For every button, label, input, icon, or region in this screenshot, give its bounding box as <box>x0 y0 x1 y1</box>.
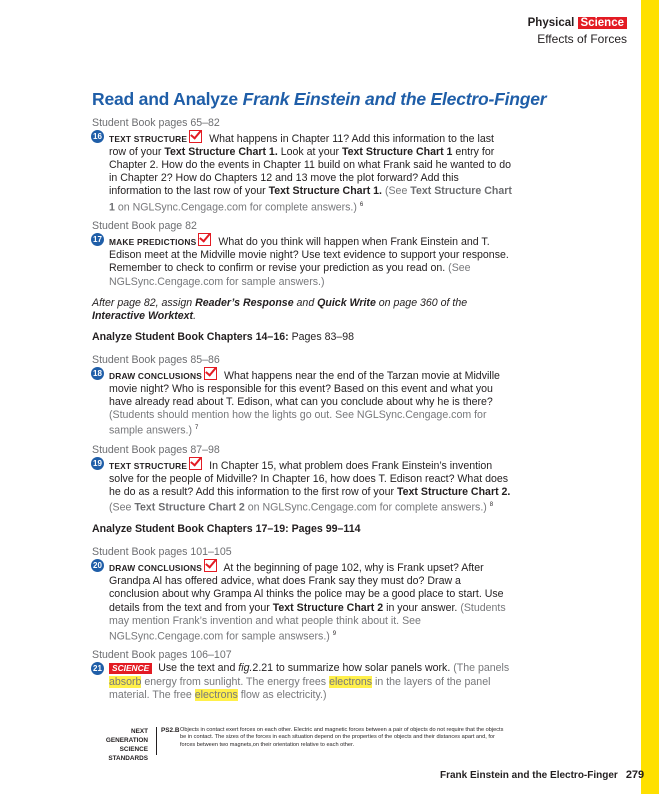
question-text: What happens in Chapter 11? Add this information to the last row of your <box>109 133 494 159</box>
yellow-edge-bar <box>641 0 659 794</box>
footnote: 6 <box>359 201 364 208</box>
note-bold: Quick Write <box>317 296 376 309</box>
skill-label: DRAW CONCLUSIONS <box>109 371 202 382</box>
page-footer <box>440 769 644 781</box>
question-number: 16 <box>91 130 104 143</box>
answer-text: (See NGLSync.Cengage.com for sample answers.) <box>109 262 471 288</box>
footnote: 9 <box>332 630 337 637</box>
checkmark-icon <box>189 457 202 470</box>
note-bold: Reader’s Response <box>195 296 294 309</box>
note-bold: Interactive Worktext <box>92 309 194 322</box>
section-pages: Pages 83–98 <box>288 330 355 343</box>
answer-part: energy from sunlight. The energy frees <box>141 675 330 688</box>
section-heading <box>92 331 512 344</box>
question-item <box>92 130 512 214</box>
question-number: 20 <box>91 559 104 572</box>
highlight-term: absorb <box>109 675 142 688</box>
chart-ref: Text Structure Chart 1. <box>164 146 278 159</box>
question-number: 18 <box>91 367 104 380</box>
student-book-ref: Student Book pages 65–82 <box>92 117 220 129</box>
chart-ref: Text Structure Chart 1 <box>341 146 453 159</box>
standards-label-line: NEXT GENERATION <box>105 728 148 744</box>
after-page-note <box>92 297 512 323</box>
title-prefix: Read and Analyze <box>92 89 243 109</box>
standards-label <box>92 727 148 763</box>
skill-label: TEXT STRUCTURE <box>109 134 188 145</box>
note-part: . <box>193 309 197 322</box>
note-part: After page 82, assign <box>92 296 196 309</box>
science-tag: SCIENCE <box>109 663 152 674</box>
answer-chart-ref: Text Structure Chart 1 <box>109 185 512 214</box>
header-tag <box>528 16 627 47</box>
question-item <box>92 559 512 643</box>
section-heading: Analyze Student Book Chapters 17–19: Pages 99–114 <box>92 523 361 536</box>
checkmark-icon <box>204 367 217 380</box>
note-part: and <box>293 296 318 309</box>
footnote: 7 <box>194 425 199 432</box>
checkmark-icon <box>204 559 217 572</box>
question-number: 21 <box>91 662 104 675</box>
note-part: on page 360 of the <box>375 296 468 309</box>
subject-tag <box>528 16 627 31</box>
answer-text: (Students should mention how the lights go out. See NGLSync.Cengage.com for sample answers.) <box>109 409 487 437</box>
answer-part: on NGLSync.Cengage.com for complete answers.) <box>114 201 357 214</box>
answer-part: in the layers of the panel material. The free <box>109 675 491 701</box>
question-text: In Chapter 15, what problem does Frank Einstein’s invention solve for the people of Midville? In Chapter 16, how does T. Edison react? What does he do as a result? Add this information to the first row of your <box>109 460 509 499</box>
page-title <box>92 89 546 110</box>
standards-label-line: SCIENCE <box>119 746 148 753</box>
question-text: entry for Chapter 2. How do the events in Chapter 11 build on what Frank said he wanted to do in Chapter 2? How do Chapters 12 and 13 move the plot forward? Add this information to the last row of your <box>109 146 512 198</box>
question-item <box>92 367 512 438</box>
skill-label: MAKE PREDICTIONS <box>109 237 197 248</box>
question-text: At the beginning of page 102, why is Frank upset? After Grandpa Al has offered advice, what does Frank say they must do? Draw a conclusion about why Grampa Al thinks the police may be a good place to start. Use details from the text and from your <box>109 562 504 614</box>
skill-label: DRAW CONCLUSIONS <box>109 563 202 574</box>
checkmark-icon <box>198 233 211 246</box>
chart-ref: Text Structure Chart 1. <box>268 185 382 198</box>
student-book-ref: Student Book pages 87–98 <box>92 444 220 457</box>
highlight-term: electrons <box>329 675 373 688</box>
highlight-term: electrons <box>194 688 238 701</box>
figure-ref: fig. <box>238 662 253 675</box>
question-item <box>92 662 512 701</box>
footer-book-title: Frank Einstein and the Electro-Finger <box>440 770 618 781</box>
standards-label-line: STANDARDS <box>108 755 148 762</box>
chart-ref: Text Structure Chart 2 <box>272 601 384 614</box>
title-book: Frank Einstein and the Electro-Finger <box>242 89 547 109</box>
question-number: 19 <box>91 457 104 470</box>
answer-text <box>109 502 487 514</box>
answer-part: flow as electricity.) <box>237 688 327 701</box>
question-text: What do you think will happen when Frank Einstein and T. Edison meet at the Midville movie night? Use text evidence to support your response. Remember to check to confirm or revise your prediction as you read on. <box>109 236 509 275</box>
student-book-ref: Student Book pages 106–107 <box>92 649 232 662</box>
answer-part: on NGLSync.Cengage.com for complete answers.) <box>244 501 487 514</box>
question-text: Use the text and <box>158 662 239 675</box>
lesson-content <box>92 117 512 702</box>
question-number: 17 <box>91 233 104 246</box>
answer-part: (See <box>109 501 135 514</box>
question-text: in your answer. <box>383 601 458 614</box>
chart-ref: Text Structure Chart 2. <box>396 486 511 499</box>
checkmark-icon <box>189 130 202 143</box>
answer-text: (Students may mention Frank’s invention and what people think about it. See NGLSync.Cengage.com for sample answsers.) <box>109 601 506 643</box>
answer-part: (The panels <box>453 662 510 675</box>
question-text: What happens near the end of the Tarzan movie at Midville movie night? Who is responsible for this event? Based on this event and what you have already read about T. Edison, what can you conclude about why he is there? <box>109 370 500 409</box>
question-text: 2.21 to summarize how solar panels work. <box>252 662 451 675</box>
section-title: Analyze Student Book Chapters 14–16: <box>92 330 289 343</box>
answer-part: (See <box>384 185 411 198</box>
question-item <box>92 233 512 288</box>
student-book-ref: Student Book page 82 <box>92 220 197 233</box>
subject-physical: Physical <box>527 17 575 29</box>
footnote: 8 <box>489 502 494 509</box>
student-book-ref: Student Book pages 101–105 <box>92 546 232 559</box>
skill-label: TEXT STRUCTURE <box>109 461 188 472</box>
answer-chart-ref: Text Structure Chart 2 <box>134 501 245 514</box>
page-number: 279 <box>625 769 645 781</box>
question-item <box>92 457 512 515</box>
unit-subtitle: Effects of Forces <box>537 32 627 46</box>
standard-text: Objects in contact exert forces on each other. Electric and magnetic forces between a pair of objects do not require that the objects be in contact. The sizes of the forces in each situation depend on the properties of the objects and their distances apart and, for forces between two magnets,on their orientation relative to each other. <box>180 727 504 748</box>
standard-code: PS2.B <box>161 727 180 734</box>
subject-science: Science <box>578 17 627 29</box>
question-text: Look at your <box>277 146 342 159</box>
standards-divider <box>156 727 157 755</box>
student-book-ref: Student Book pages 85–86 <box>92 353 220 366</box>
